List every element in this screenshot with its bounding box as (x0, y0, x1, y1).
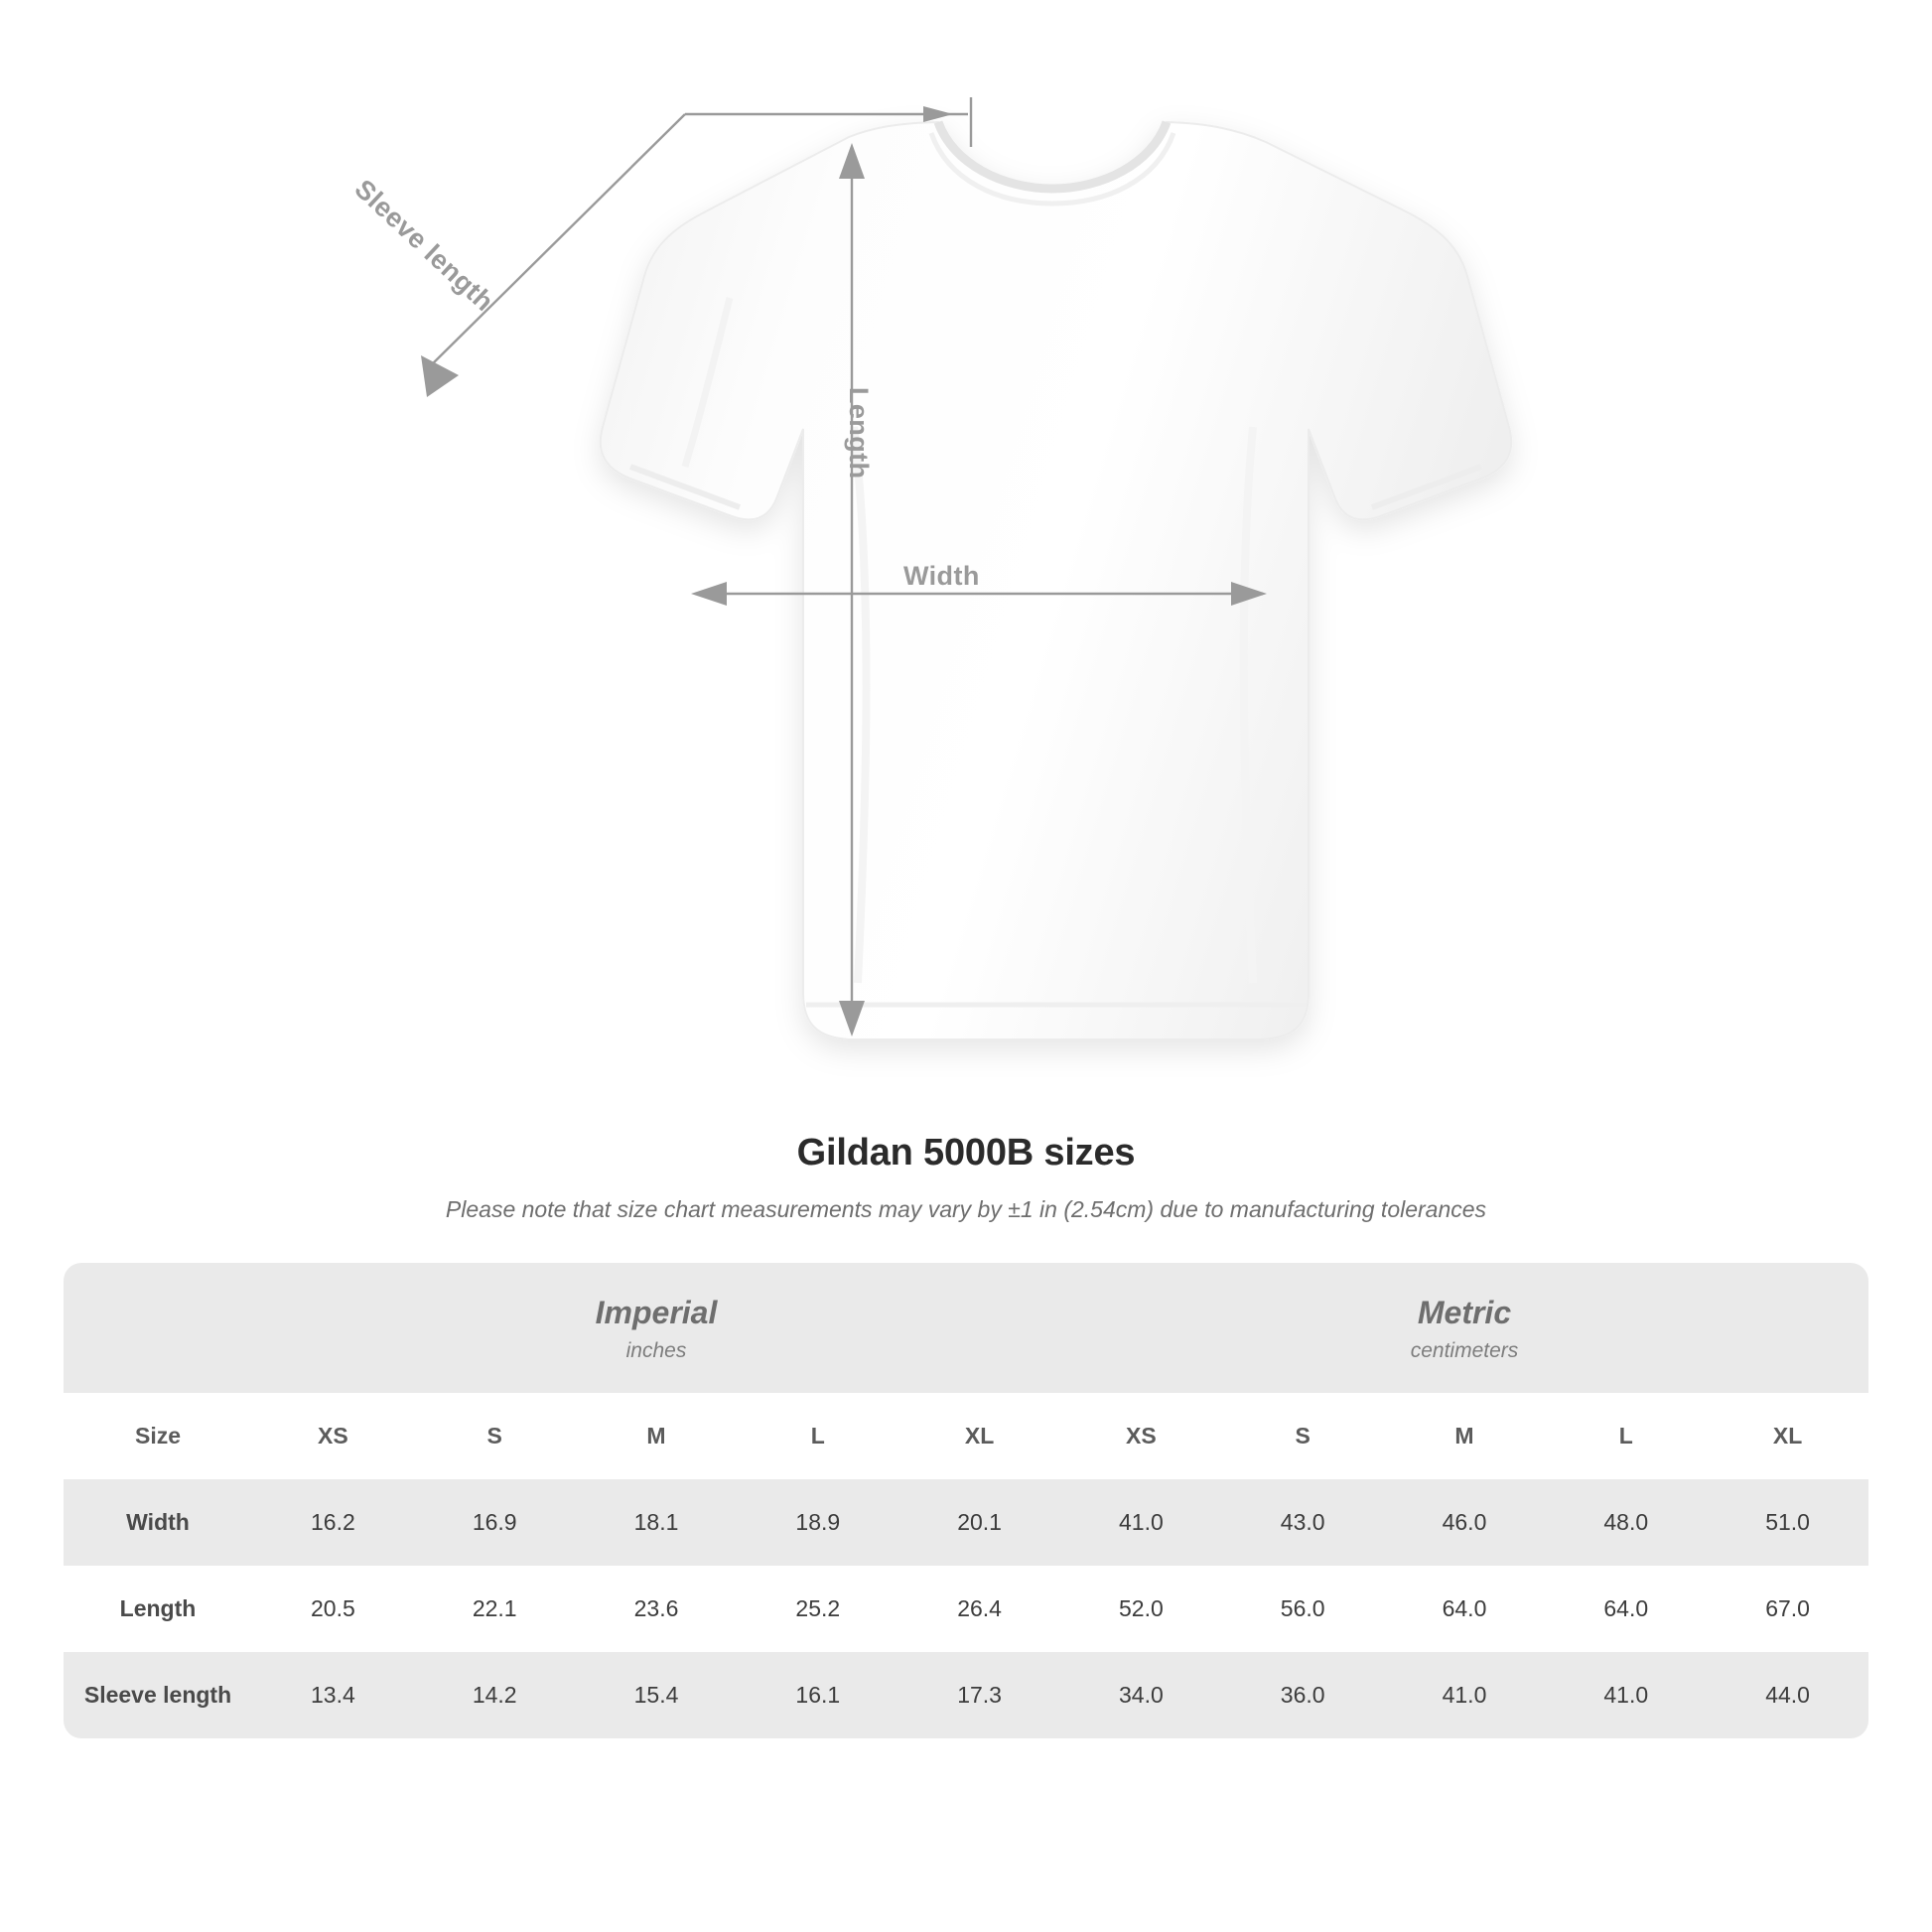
column-header-row (64, 1393, 1868, 1479)
header-imperial-xs: XS (252, 1393, 414, 1479)
table-row (64, 1566, 1868, 1652)
unit-group-imperial (252, 1263, 1060, 1393)
table-row (64, 1652, 1868, 1738)
header-metric-s: S (1222, 1393, 1384, 1479)
unit-group-metric-sub: centimeters (1410, 1339, 1519, 1362)
cell-sleeve-metric-m: 41.0 (1384, 1652, 1546, 1738)
cell-width-imperial-xs: 16.2 (252, 1479, 414, 1566)
cell-length-imperial-m: 23.6 (576, 1566, 738, 1652)
header-metric-l: L (1545, 1393, 1707, 1479)
table-row (64, 1479, 1868, 1566)
cell-width-metric-m: 46.0 (1384, 1479, 1546, 1566)
header-imperial-s: S (414, 1393, 576, 1479)
size-table (64, 1263, 1868, 1738)
cell-width-metric-l: 48.0 (1545, 1479, 1707, 1566)
cell-length-metric-xl: 67.0 (1707, 1566, 1868, 1652)
cell-sleeve-metric-xl: 44.0 (1707, 1652, 1868, 1738)
page-title: Gildan 5000B sizes (796, 1132, 1136, 1173)
header-metric-xl: XL (1707, 1393, 1868, 1479)
cell-width-metric-xs: 41.0 (1060, 1479, 1222, 1566)
row-label-width: Width (64, 1479, 252, 1566)
unit-group-imperial-name: Imperial (595, 1295, 718, 1330)
cell-sleeve-imperial-l: 16.1 (737, 1652, 898, 1738)
cell-sleeve-imperial-xl: 17.3 (898, 1652, 1060, 1738)
cell-sleeve-imperial-s: 14.2 (414, 1652, 576, 1738)
cell-length-metric-s: 56.0 (1222, 1566, 1384, 1652)
cell-sleeve-metric-xs: 34.0 (1060, 1652, 1222, 1738)
unit-group-metric (1060, 1263, 1868, 1393)
unit-group-metric-name: Metric (1417, 1295, 1512, 1330)
header-imperial-l: L (737, 1393, 898, 1479)
cell-sleeve-metric-l: 41.0 (1545, 1652, 1707, 1738)
cell-sleeve-imperial-m: 15.4 (576, 1652, 738, 1738)
header-size: Size (64, 1393, 252, 1479)
unit-group-row (64, 1263, 1868, 1393)
cell-sleeve-imperial-xs: 13.4 (252, 1652, 414, 1738)
cell-length-imperial-xs: 20.5 (252, 1566, 414, 1652)
cell-length-metric-xs: 52.0 (1060, 1566, 1222, 1652)
header-imperial-m: M (576, 1393, 738, 1479)
tolerance-note: Please note that size chart measurements may vary by ±1 in (2.54cm) due to manufacturing tolerances (445, 1196, 1487, 1222)
cell-length-imperial-l: 25.2 (737, 1566, 898, 1652)
cell-length-imperial-s: 22.1 (414, 1566, 576, 1652)
length-label: Length (844, 387, 874, 480)
cell-length-metric-m: 64.0 (1384, 1566, 1546, 1652)
cell-width-imperial-xl: 20.1 (898, 1479, 1060, 1566)
unit-group-imperial-sub: inches (625, 1339, 687, 1362)
sleeve-length-label: Sleeve length (348, 174, 500, 318)
cell-width-imperial-m: 18.1 (576, 1479, 738, 1566)
cell-width-metric-s: 43.0 (1222, 1479, 1384, 1566)
title-block (0, 1132, 1932, 1223)
cell-width-imperial-l: 18.9 (737, 1479, 898, 1566)
width-label: Width (903, 561, 980, 591)
header-metric-m: M (1384, 1393, 1546, 1479)
cell-sleeve-metric-s: 36.0 (1222, 1652, 1384, 1738)
cell-length-imperial-xl: 26.4 (898, 1566, 1060, 1652)
row-label-length: Length (64, 1566, 252, 1652)
cell-length-metric-l: 64.0 (1545, 1566, 1707, 1652)
row-label-sleeve-length: Sleeve length (64, 1652, 252, 1738)
table-corner-cell (64, 1263, 252, 1393)
cell-width-metric-xl: 51.0 (1707, 1479, 1868, 1566)
size-table-wrapper (64, 1263, 1868, 1738)
header-metric-xs: XS (1060, 1393, 1222, 1479)
header-imperial-xl: XL (898, 1393, 1060, 1479)
cell-width-imperial-s: 16.9 (414, 1479, 576, 1566)
